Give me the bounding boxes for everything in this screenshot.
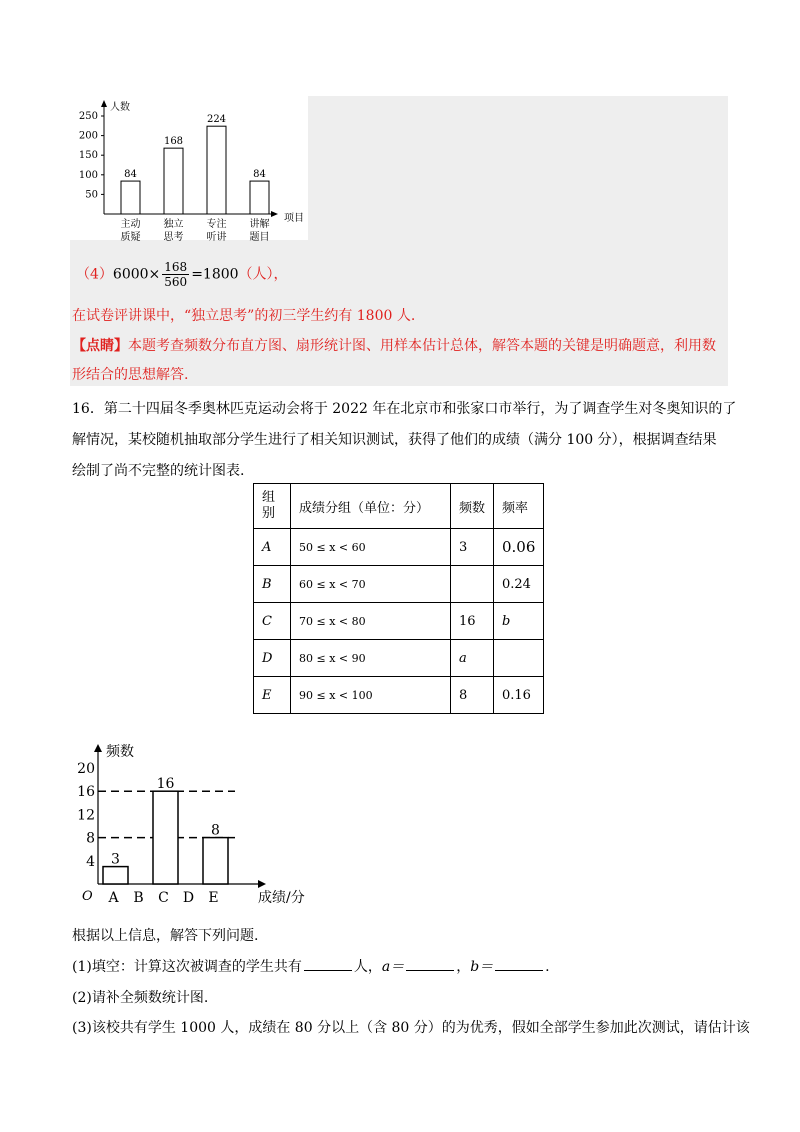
header-range: 成绩分组（单位：分） (291, 484, 451, 529)
chart1-bar (164, 148, 183, 214)
cell-group: C (254, 603, 291, 640)
chart1-category-label: 讲解 (249, 219, 270, 230)
problem-line-3: 绘制了尚不完整的统计图表. (72, 463, 245, 479)
part4-equation (76, 260, 288, 289)
chart2-bar (203, 838, 228, 884)
chart2-ytick-label: 20 (77, 761, 95, 777)
chart1-bar (207, 126, 226, 214)
cell-range: 70 ≤ x < 80 (291, 603, 451, 640)
header-group: 组 别 (254, 484, 291, 529)
q1-text-f: . (545, 959, 550, 975)
chart2-value-label: 3 (111, 851, 120, 868)
chart2-ytick-label: 16 (77, 784, 95, 801)
chart1-ytick-label: 100 (78, 169, 98, 181)
fraction-numerator: 168 (164, 260, 188, 274)
cell-group: E (254, 677, 291, 714)
cell-range: 60 ≤ x < 70 (291, 566, 451, 603)
chart1-value-label: 168 (163, 136, 184, 148)
note-line-1 (72, 335, 716, 355)
q1-text-a: (1)填空：计算这次被调查的学生共有 (72, 959, 302, 975)
chart2-category-label: B (133, 890, 144, 906)
q1-text-e: b＝ (470, 959, 494, 975)
q1-text-b: 人， (353, 959, 382, 975)
question-2: (2)请补全频数统计图. (72, 990, 209, 1006)
question-3: (3)该校共有学生 1000 人，成绩在 80 分以上（含 80 分）的为优秀，假如全部学生参加此次测试，请估计该 (72, 1020, 750, 1036)
chart1-ytick-label: 150 (78, 150, 98, 162)
chart2-category-label: C (158, 890, 169, 906)
chart1-value-label: 224 (206, 114, 227, 126)
cell-rate: 0.24 (494, 566, 544, 603)
chart2-bar (103, 867, 128, 884)
header-frequency: 频数 (451, 484, 494, 529)
problem-line-2: 解情况，某校随机抽取部分学生进行了相关知识测试，获得了他们的成绩（满分 100 分），根据调查结果 (72, 432, 717, 448)
cell-count: 16 (451, 603, 494, 640)
chart1-category-label: 听讲 (206, 232, 227, 243)
chart1-category-label: 思考 (163, 232, 184, 243)
answer-blank-a[interactable] (406, 970, 454, 971)
cell-range: 90 ≤ x < 100 (291, 677, 451, 714)
chart1-category-label: 专注 (206, 219, 227, 230)
chart1-ytick-label: 50 (85, 189, 98, 201)
chart1-ylabel: 人数 (110, 102, 130, 113)
frequency-histogram (77, 742, 320, 910)
part4-expr-b: =1800 (191, 266, 239, 283)
chart2-ytick-label: 12 (77, 807, 95, 824)
answer-blank-b[interactable] (495, 970, 543, 971)
problem-line-1: 16．第二十四届冬季奥林匹克运动会将于 2022 年在北京市和张家口市举行，为了调查学生对冬奥知识的了 (72, 401, 737, 417)
conclusion: 在试卷评讲课中，“独立思考”的初三学生约有 1800 人. (72, 308, 416, 324)
questions-intro: 根据以上信息，解答下列问题. (72, 928, 259, 944)
bar-chart-activities (70, 96, 308, 243)
chart2-ytick-label: 8 (86, 830, 95, 847)
cell-count: a (451, 640, 494, 677)
answer-blank-total[interactable] (304, 970, 352, 971)
cell-range: 50 ≤ x < 60 (291, 529, 451, 566)
part4-unit: （人）， (238, 266, 288, 283)
table-row (254, 603, 544, 640)
chart1-ytick-label: 250 (78, 111, 98, 122)
table-row (254, 677, 544, 714)
part4-expr-a: 6000× (112, 266, 161, 283)
note-tag: 【点睛】 (72, 338, 128, 354)
q1-text-d: ， (456, 959, 471, 975)
cell-count (451, 566, 494, 603)
chart1-value-label: 84 (124, 169, 137, 181)
frequency-histogram-svg (77, 742, 320, 910)
header-rate: 频率 (494, 484, 544, 529)
chart2-category-label: D (182, 890, 195, 906)
part4-label: （4） (76, 266, 113, 283)
score-table (253, 483, 544, 714)
bar-chart-activities-svg (70, 96, 308, 243)
chart2-origin: O (82, 889, 93, 904)
chart2-ylabel: 频数 (106, 744, 134, 760)
chart2-value-label: 8 (211, 822, 220, 839)
fraction (162, 260, 189, 289)
cell-range: 80 ≤ x < 90 (291, 640, 451, 677)
chart2-bar (153, 791, 178, 884)
cell-rate: b (494, 603, 544, 640)
table-row (254, 529, 544, 566)
fraction-denominator: 560 (164, 275, 188, 289)
chart1-ytick-label: 200 (78, 130, 98, 142)
chart1-category-label: 题目 (249, 232, 270, 243)
cell-rate (494, 640, 544, 677)
chart1-value-label: 84 (253, 169, 266, 181)
cell-rate: 0.16 (494, 677, 544, 714)
chart2-ytick-label: 4 (86, 853, 95, 870)
cell-rate: 0.06 (494, 529, 544, 566)
chart1-bar (250, 181, 269, 214)
chart2-value-label: 16 (156, 776, 175, 793)
note-text-1: 本题考查频数分布直方图、扇形统计图、用样本估计总体，解答本题的关键是明确题意，利用数 (128, 338, 716, 354)
note-line-2: 形结合的思想解答. (72, 367, 189, 383)
chart1-category-label: 主动 (120, 219, 141, 230)
chart1-xlabel: 项目 (284, 213, 304, 224)
chart2-xlabel: 成绩/分 (258, 890, 305, 906)
chart2-category-label: A (108, 890, 119, 906)
table-row (254, 566, 544, 603)
cell-group: A (254, 529, 291, 566)
table-row (254, 640, 544, 677)
q1-text-c: a＝ (381, 959, 405, 975)
cell-group: B (254, 566, 291, 603)
chart1-category-label: 质疑 (120, 232, 141, 243)
cell-group: D (254, 640, 291, 677)
cell-count: 3 (451, 529, 494, 566)
chart1-bar (121, 181, 140, 214)
table-header-row (254, 484, 544, 529)
chart1-category-label: 独立 (163, 219, 184, 230)
cell-count: 8 (451, 677, 494, 714)
chart2-category-label: E (208, 890, 219, 906)
question-1 (72, 956, 550, 976)
